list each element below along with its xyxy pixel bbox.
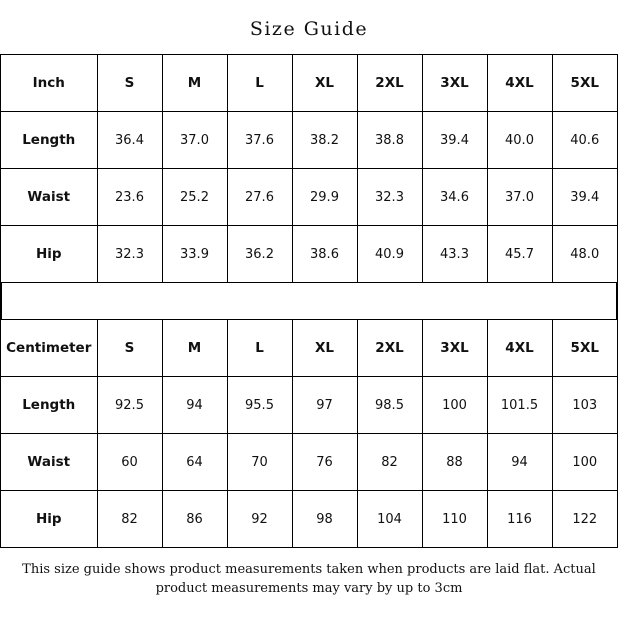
measurement-cell: 82 (97, 491, 162, 548)
row-label: Waist (1, 434, 97, 491)
page-title: Size Guide (249, 18, 369, 40)
measurement-cell: 38.2 (292, 112, 357, 169)
measurement-cell: 100 (422, 377, 487, 434)
measurement-cell: 116 (487, 491, 552, 548)
column-header-size: M (162, 55, 227, 112)
measurement-cell: 64 (162, 434, 227, 491)
column-header-size: 5XL (552, 320, 617, 377)
measurement-cell: 104 (357, 491, 422, 548)
measurement-cell: 88 (422, 434, 487, 491)
measurement-cell: 33.9 (162, 226, 227, 283)
measurement-cell: 40.6 (552, 112, 617, 169)
size-table-centimeter (1, 319, 617, 548)
measurement-cell: 92.5 (97, 377, 162, 434)
measurement-cell: 94 (162, 377, 227, 434)
measurement-cell: 98.5 (357, 377, 422, 434)
column-header-size: L (227, 320, 292, 377)
measurement-cell: 100 (552, 434, 617, 491)
measurement-cell: 95.5 (227, 377, 292, 434)
table-row (1, 226, 617, 283)
measurement-cell: 110 (422, 491, 487, 548)
measurement-cell: 48.0 (552, 226, 617, 283)
measurement-cell: 25.2 (162, 169, 227, 226)
measurement-cell: 101.5 (487, 377, 552, 434)
column-header-size: L (227, 55, 292, 112)
measurement-cell: 82 (357, 434, 422, 491)
row-label: Length (1, 377, 97, 434)
measurement-cell: 40.0 (487, 112, 552, 169)
measurement-cell: 38.8 (357, 112, 422, 169)
unit-label-centimeter: Centimeter (1, 320, 97, 377)
column-header-size: XL (292, 55, 357, 112)
measurement-cell: 39.4 (422, 112, 487, 169)
measurement-cell: 40.9 (357, 226, 422, 283)
row-label: Waist (1, 169, 97, 226)
table-row (1, 169, 617, 226)
measurement-cell: 39.4 (552, 169, 617, 226)
table-row (1, 112, 617, 169)
column-header-size: 3XL (422, 55, 487, 112)
row-label: Length (1, 112, 97, 169)
column-header-size: S (97, 55, 162, 112)
measurement-cell: 37.0 (162, 112, 227, 169)
column-header-size: M (162, 320, 227, 377)
table-row (1, 377, 617, 434)
measurement-cell: 98 (292, 491, 357, 548)
measurement-cell: 45.7 (487, 226, 552, 283)
table-row (1, 491, 617, 548)
measurement-cell: 32.3 (357, 169, 422, 226)
table-row (1, 434, 617, 491)
row-label: Hip (1, 226, 97, 283)
measurement-cell: 43.3 (422, 226, 487, 283)
column-header-size: 5XL (552, 55, 617, 112)
measurement-cell: 37.6 (227, 112, 292, 169)
measurement-cell: 32.3 (97, 226, 162, 283)
measurement-cell: 94 (487, 434, 552, 491)
column-header-size: 2XL (357, 320, 422, 377)
measurement-cell: 103 (552, 377, 617, 434)
size-guide-disclaimer: This size guide shows product measurements taken when products are laid flat. Actual product measurements may vary by up to 3cm (22, 562, 596, 596)
measurement-cell: 23.6 (97, 169, 162, 226)
measurement-cell: 86 (162, 491, 227, 548)
column-header-size: 4XL (487, 320, 552, 377)
row-label: Hip (1, 491, 97, 548)
column-header-size: XL (292, 320, 357, 377)
measurement-cell: 60 (97, 434, 162, 491)
measurement-cell: 27.6 (227, 169, 292, 226)
unit-label-inch: Inch (1, 55, 97, 112)
size-tables-container (0, 54, 618, 548)
measurement-cell: 70 (227, 434, 292, 491)
table-header-row (1, 320, 617, 377)
measurement-cell: 34.6 (422, 169, 487, 226)
measurement-cell: 76 (292, 434, 357, 491)
measurement-cell: 97 (292, 377, 357, 434)
size-table-inch (1, 54, 617, 283)
column-header-size: 2XL (357, 55, 422, 112)
measurement-cell: 38.6 (292, 226, 357, 283)
column-header-size: S (97, 320, 162, 377)
measurement-cell: 29.9 (292, 169, 357, 226)
table-separator (1, 283, 617, 319)
measurement-cell: 36.2 (227, 226, 292, 283)
column-header-size: 3XL (422, 320, 487, 377)
measurement-cell: 122 (552, 491, 617, 548)
measurement-cell: 36.4 (97, 112, 162, 169)
measurement-cell: 92 (227, 491, 292, 548)
table-header-row (1, 55, 617, 112)
measurement-cell: 37.0 (487, 169, 552, 226)
column-header-size: 4XL (487, 55, 552, 112)
